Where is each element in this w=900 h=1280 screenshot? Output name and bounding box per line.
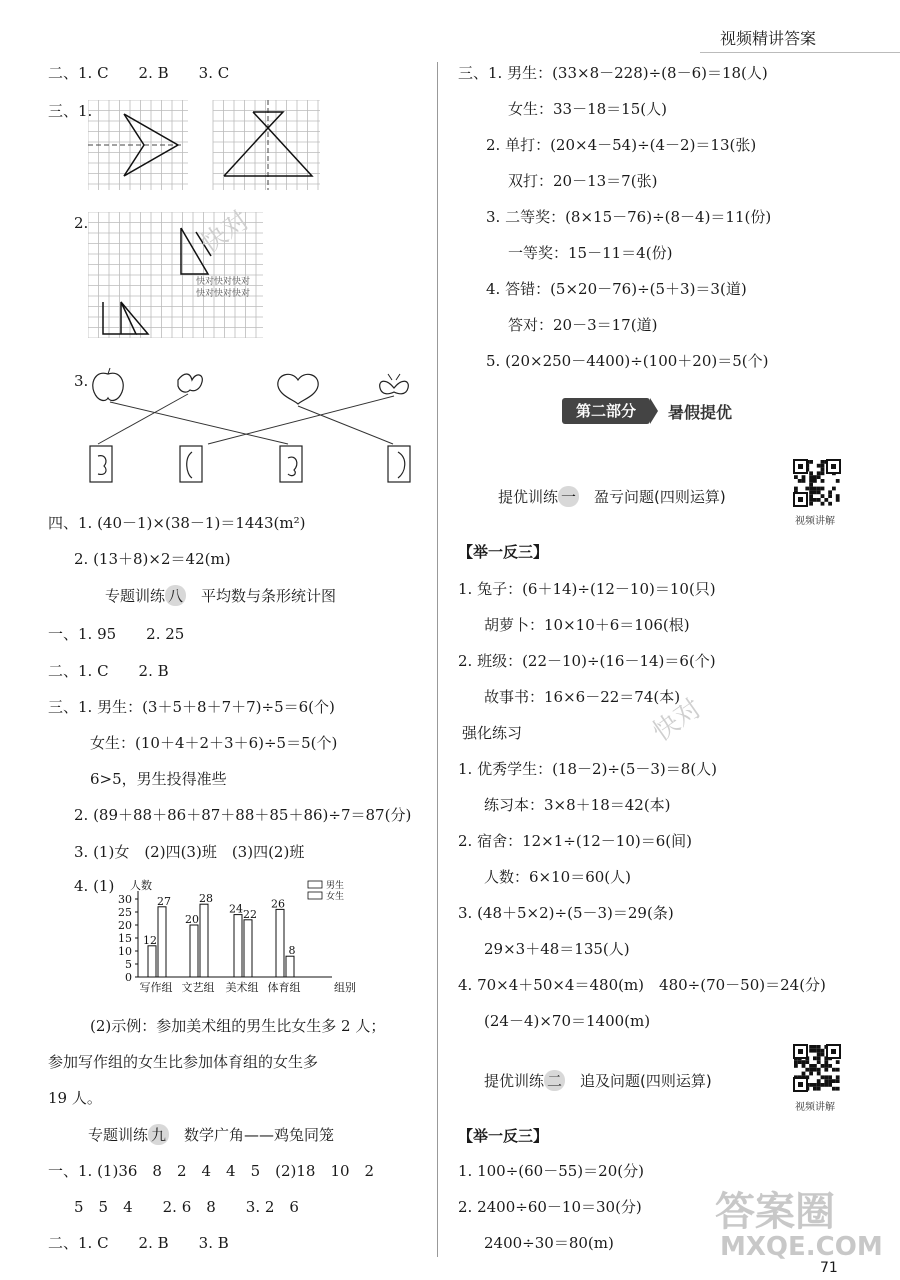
answer-line: 2. (13＋8)×2＝42(m) (74, 550, 231, 568)
answer-line: 1. 优秀学生：(18－2)÷(5－3)＝8(人) (458, 760, 718, 778)
legend-label: 男生 (326, 881, 345, 891)
y-tick-label: 30 (118, 893, 132, 906)
bar-value-label: 27 (157, 894, 171, 908)
matching-lines (98, 394, 394, 444)
bar-male-2 (234, 915, 242, 977)
subsection-label: 【举一反三】 (458, 1127, 549, 1145)
bar-value-label: 24 (229, 902, 243, 916)
bird-icon (178, 374, 202, 392)
qr-modules (792, 1043, 842, 1093)
section-number-badge: 九 (148, 1124, 169, 1145)
answer-line: 二、1. C 2. B (48, 662, 169, 680)
answer-line: 3. (48＋5×2)÷(5－3)＝29(条) (458, 904, 674, 922)
watermark-url: MXQE.COM (720, 1232, 883, 1262)
answer-line: 1. 兔子：(6＋14)÷(12－10)＝10(只) (458, 580, 716, 598)
answer-line: 2. 宿舍：12×1÷(12－10)＝6(间) (458, 832, 692, 850)
x-axis-label: 组别 (334, 981, 356, 994)
subsection-label: 强化练习 (462, 724, 523, 742)
banner-arrow (650, 398, 658, 424)
answer-line: 一、1. (1)36 8 2 4 4 5 (2)18 10 2 (48, 1162, 375, 1180)
answer-line: 练习本：3×8＋18＝42(本) (484, 796, 671, 814)
grid-watermark-text: 快对快对快对 (196, 289, 251, 299)
bar-value-label: 8 (288, 944, 296, 958)
y-tick-label: 15 (118, 932, 132, 945)
bar-chart (112, 875, 362, 1015)
bar-value-label: 28 (199, 892, 213, 906)
answer-line: 2400÷30＝80(m) (484, 1234, 614, 1252)
page-header-title: 视频精讲答案 (720, 29, 817, 48)
answer-line: 4. 答错：(5×20－76)÷(5＋3)＝3(道) (486, 280, 747, 298)
training-title-suffix: 追及问题(四则运算) (565, 1072, 712, 1090)
answer-line: 一、1. 95 2. 25 (48, 625, 185, 643)
training-title-suffix: 盈亏问题(四则运算) (579, 488, 726, 506)
answer-line: 二、1. C 2. B 3. C (48, 64, 230, 82)
answer-line: 答对：20－3＝17(道) (508, 316, 658, 334)
answer-label: 2. (74, 214, 89, 232)
legend-swatch (308, 892, 322, 899)
bar-female-1 (200, 904, 208, 977)
answer-line: 3. 二等奖：(8×15－76)÷(8－4)＝11(份) (486, 208, 772, 226)
answer-line: 2. (89＋88＋86＋87＋88＋85＋86)÷7＝87(分) (74, 806, 412, 824)
answer-line: 参加写作组的女生比参加体育组的女生多 (48, 1053, 319, 1071)
answer-line: 一等奖：15－11＝4(份) (508, 244, 673, 262)
x-category-label: 美术组 (225, 981, 259, 994)
triangle-shape-right (224, 100, 312, 190)
y-tick-label: 10 (118, 945, 132, 958)
qr-caption: 视频讲解 (795, 1102, 835, 1113)
bar-value-label: 12 (143, 933, 157, 947)
answer-line: 人数：6×10＝60(人) (484, 868, 631, 886)
bar-value-label: 20 (185, 913, 199, 926)
part-two-banner: 第二部分 (562, 398, 650, 424)
qr-code-icon[interactable] (792, 458, 842, 508)
answer-line: 三、1. 男生：(3＋5＋8＋7＋7)÷5＝6(个) (48, 698, 335, 716)
grid-figure-1 (88, 100, 320, 190)
answer-line: 三、1. 男生：(33×8－228)÷(8－6)＝18(人) (458, 64, 768, 82)
answer-line: 29×3＋48＝135(人) (484, 940, 630, 958)
section-title-prefix: 专题训练 (105, 587, 166, 605)
matching-figure (88, 366, 428, 496)
y-tick-label: 5 (125, 958, 132, 971)
qr-code-icon[interactable] (792, 1043, 842, 1093)
answer-line: 5 5 4 2. 6 8 3. 2 6 (74, 1198, 299, 1216)
column-divider (437, 62, 438, 1257)
watermark-logo: 答案圈 (715, 1189, 835, 1235)
answer-line: 2. 单打：(20×4－54)÷(4－2)＝13(张) (486, 136, 757, 154)
answer-line: 2. 班级：(22－10)÷(16－14)＝6(个) (458, 652, 716, 670)
section-title-8 (105, 585, 336, 606)
heart-icon (278, 374, 318, 404)
answer-label: 三、1. (48, 102, 93, 120)
answer-line: 二、1. C 2. B 3. B (48, 1234, 229, 1252)
answer-line: 1. 100÷(60－55)＝20(分) (458, 1162, 644, 1180)
legend-label: 女生 (326, 892, 345, 902)
qr-caption: 视频讲解 (795, 516, 835, 527)
bar-male-1 (190, 925, 198, 977)
answer-line: 故事书：16×6－22＝74(本) (484, 688, 681, 706)
y-tick-label: 0 (125, 971, 132, 984)
training-number-badge: 一 (558, 486, 579, 507)
grid-watermark-text: 快对快对快对 (196, 277, 251, 287)
section-number-badge: 八 (165, 585, 186, 606)
answer-line: 4. (1) (74, 877, 115, 895)
qr-modules (792, 458, 842, 508)
answer-line: 双打：20－13＝7(张) (508, 172, 658, 190)
header-rule (700, 52, 900, 53)
answer-label: 3. (74, 372, 89, 390)
answer-line: (24－4)×70＝1400(m) (484, 1012, 651, 1030)
answer-line: 5. (20×250－4400)÷(100＋20)＝5(个) (486, 352, 769, 370)
legend-swatch (308, 881, 322, 888)
apple-icon (93, 368, 123, 400)
answer-line: 2. 2400÷60－10＝30(分) (458, 1198, 642, 1216)
answer-line: 19 人。 (48, 1089, 102, 1107)
page-number: 71 (820, 1260, 838, 1276)
training-title-prefix: 提优训练 (498, 488, 559, 506)
answer-line: 女生：(10＋4＋2＋3＋6)÷5＝5(个) (90, 734, 338, 752)
butterfly-icon (380, 374, 409, 394)
bar-value-label: 26 (271, 897, 285, 911)
section-title-prefix: 专题训练 (88, 1126, 149, 1144)
section-title-9 (88, 1124, 334, 1145)
bar-male-3 (276, 909, 284, 977)
bar-female-2 (244, 920, 252, 977)
answer-line: 四、1. (40－1)×(38－1)＝1443(m²) (48, 514, 306, 532)
x-category-label: 文艺组 (181, 981, 215, 994)
answer-line: 3. (1)女 (2)四(3)班 (3)四(2)班 (74, 843, 305, 861)
answer-line: 6>5，男生投得准些 (90, 770, 227, 788)
training-number-badge: 二 (544, 1070, 565, 1091)
puzzle-cards (90, 446, 410, 482)
bar-female-3 (286, 956, 294, 977)
training-title-prefix: 提优训练 (484, 1072, 545, 1090)
watermark-text: 快对 (647, 693, 708, 748)
bar-value-label: 22 (243, 907, 257, 921)
section-title-suffix: 平均数与条形统计图 (186, 587, 337, 605)
answer-line: 女生：33－18＝15(人) (508, 100, 667, 118)
bar-male-0 (148, 946, 156, 977)
answer-line: 4. 70×4＋50×4＝480(m) 480÷(70－50)＝24(分) (458, 976, 826, 994)
x-category-label: 写作组 (139, 981, 173, 994)
training-title-2 (484, 1070, 712, 1091)
answer-line: (2)示例：参加美术组的男生比女生多 2 人； (90, 1017, 386, 1035)
x-category-label: 体育组 (267, 981, 301, 994)
y-tick-label: 20 (118, 919, 132, 932)
banner-subtitle: 暑假提优 (668, 403, 733, 422)
arrow-shape-left (88, 114, 183, 176)
y-axis-label: 人数 (130, 879, 152, 892)
training-title-1 (498, 486, 726, 507)
bar-female-0 (158, 907, 166, 977)
answer-line: 胡萝卜：10×10＋6＝106(根) (484, 616, 690, 634)
y-tick-label: 25 (118, 906, 132, 919)
subsection-label: 【举一反三】 (458, 543, 549, 561)
watermark-text: 快对 (195, 205, 256, 260)
section-title-suffix: 数学广角——鸡兔同笼 (169, 1126, 335, 1144)
